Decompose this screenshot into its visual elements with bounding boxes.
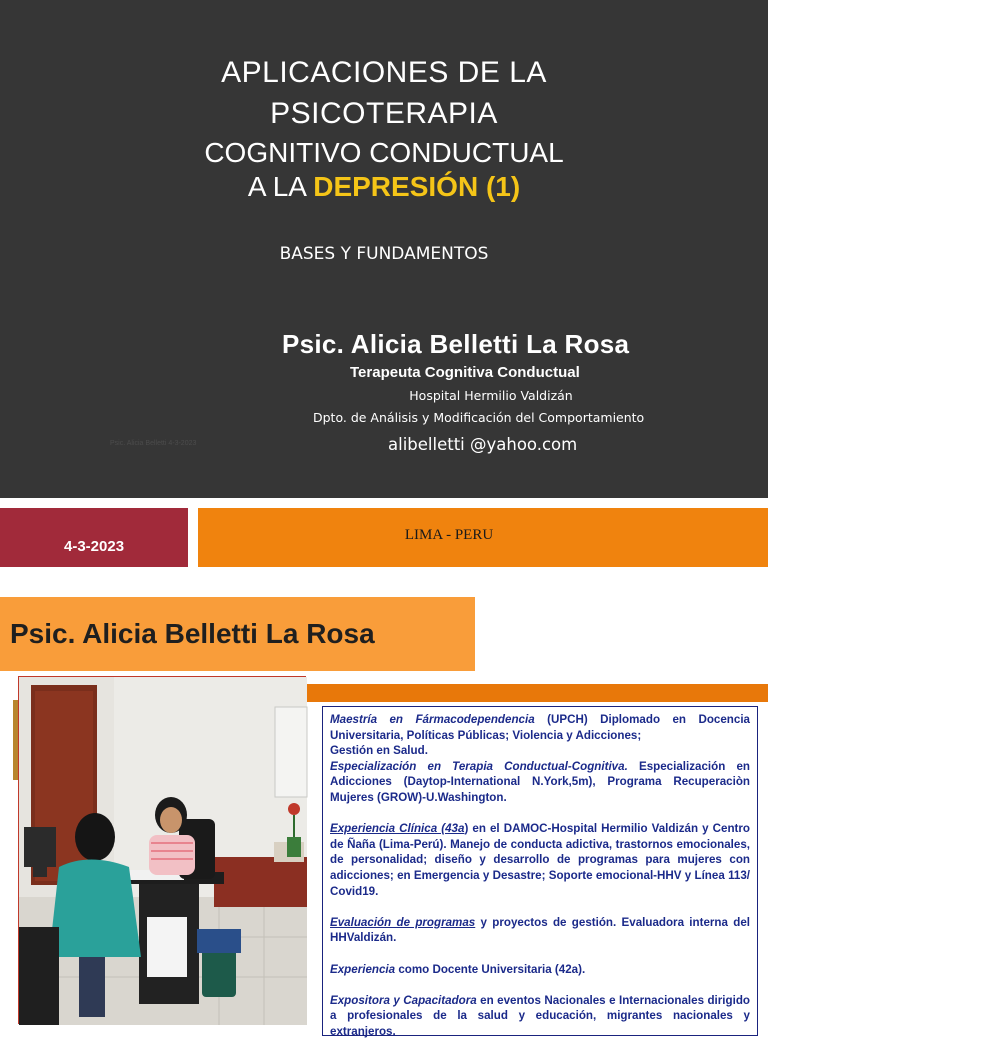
cv-paragraph-education [330, 712, 750, 759]
cv-summary-box [322, 706, 758, 1036]
cv-clinical-text: ) en el DAMOC-Hospital Hermilio Valdizán y Centro de Ñaña (Lima-Perú). Manejo de conducta adictiva, trastornos emocionales, de personalidad; diseño y desarrollo de programas para mujeres con adicciones; en Emergencia y Desastre; Soporte emocional-HHV y Línea 113/ Covid19. [330, 822, 750, 898]
title-line-4-prefix: A LA [247, 171, 314, 202]
orange-accent-band [304, 684, 768, 702]
consultation-photo [18, 676, 306, 1024]
cv-paragraph-clinical [330, 821, 750, 899]
date-label: 4-3-2023 [64, 538, 125, 555]
cv-spacer [330, 806, 750, 822]
cv-spacer [330, 946, 750, 962]
cv-teaching-highlight: Experiencia [330, 962, 396, 976]
subtitle: BASES Y FUNDAMENTOS [279, 244, 489, 264]
cv-paragraph-teaching [330, 962, 750, 978]
author-email: alibelletti @yahoo.com [388, 435, 578, 454]
cv-education-extra: Gestión en Salud. [330, 744, 428, 758]
cv-education-text: (UPCH) Diplomado en Docencia Universitaria, Políticas Públicas; Violencia y Adicciones; [330, 713, 751, 742]
cv-paragraph-speaker [330, 993, 750, 1039]
consultation-photo-illustration [19, 677, 307, 1025]
cv-education-highlight: Maestría en Fármacodependencia [330, 713, 535, 726]
title-line-1: APLICACIONES DE LA [221, 56, 547, 89]
title-slide [0, 0, 768, 498]
cv-evaluation-highlight: Evaluación de programas [330, 915, 476, 929]
cv-speaker-highlight: Expositora y Capacitadora [330, 993, 477, 1007]
title-line-2: PSICOTERAPIA [270, 97, 498, 130]
title-highlight: DEPRESIÓN (1) [313, 171, 521, 202]
hospital-name: Hospital Hermilio Valdizán [409, 388, 573, 403]
title-line-3: COGNITIVO CONDUCTUAL [204, 137, 564, 168]
cv-specialization-text: Especialización en Adicciones (Daytop-International N.York,5m), Programa Recuperaciòn Mujeres (GROW)-U.Washington. [330, 759, 750, 804]
department-name: Dpto. de Análisis y Modificación del Comportamiento [313, 410, 645, 425]
cv-teaching-text: como Docente Universitaria (42a). [395, 962, 586, 976]
profile-title: Psic. Alicia Belletti La Rosa [10, 618, 375, 649]
cv-paragraph-evaluation [330, 915, 750, 946]
cv-specialization-highlight: Especialización en Terapia Conductual-Cognitiva. [330, 759, 628, 773]
cv-speaker-text: en eventos Nacionales e Internacionales dirigido a profesionales de la salud y educación, migrantes nacionales y extranjeros. [330, 993, 750, 1038]
city-label: LIMA - PERU [404, 527, 494, 543]
cv-clinical-highlight: Experiencia Clínica (43a [330, 822, 465, 836]
cv-spacer [330, 899, 750, 915]
author-role: Terapeuta Cognitiva Conductual [350, 364, 580, 381]
cv-spacer [330, 977, 750, 993]
cv-evaluation-text: y proyectos de gestión. Evaluadora interna del HHValdizán. [330, 915, 750, 945]
title-line-4 [0, 171, 768, 203]
cv-paragraph-specialization [330, 759, 750, 806]
slide-watermark: Psic. Alicia Belletti 4-3-2023 [110, 440, 197, 447]
author-name: Psic. Alicia Belletti La Rosa [282, 329, 630, 359]
